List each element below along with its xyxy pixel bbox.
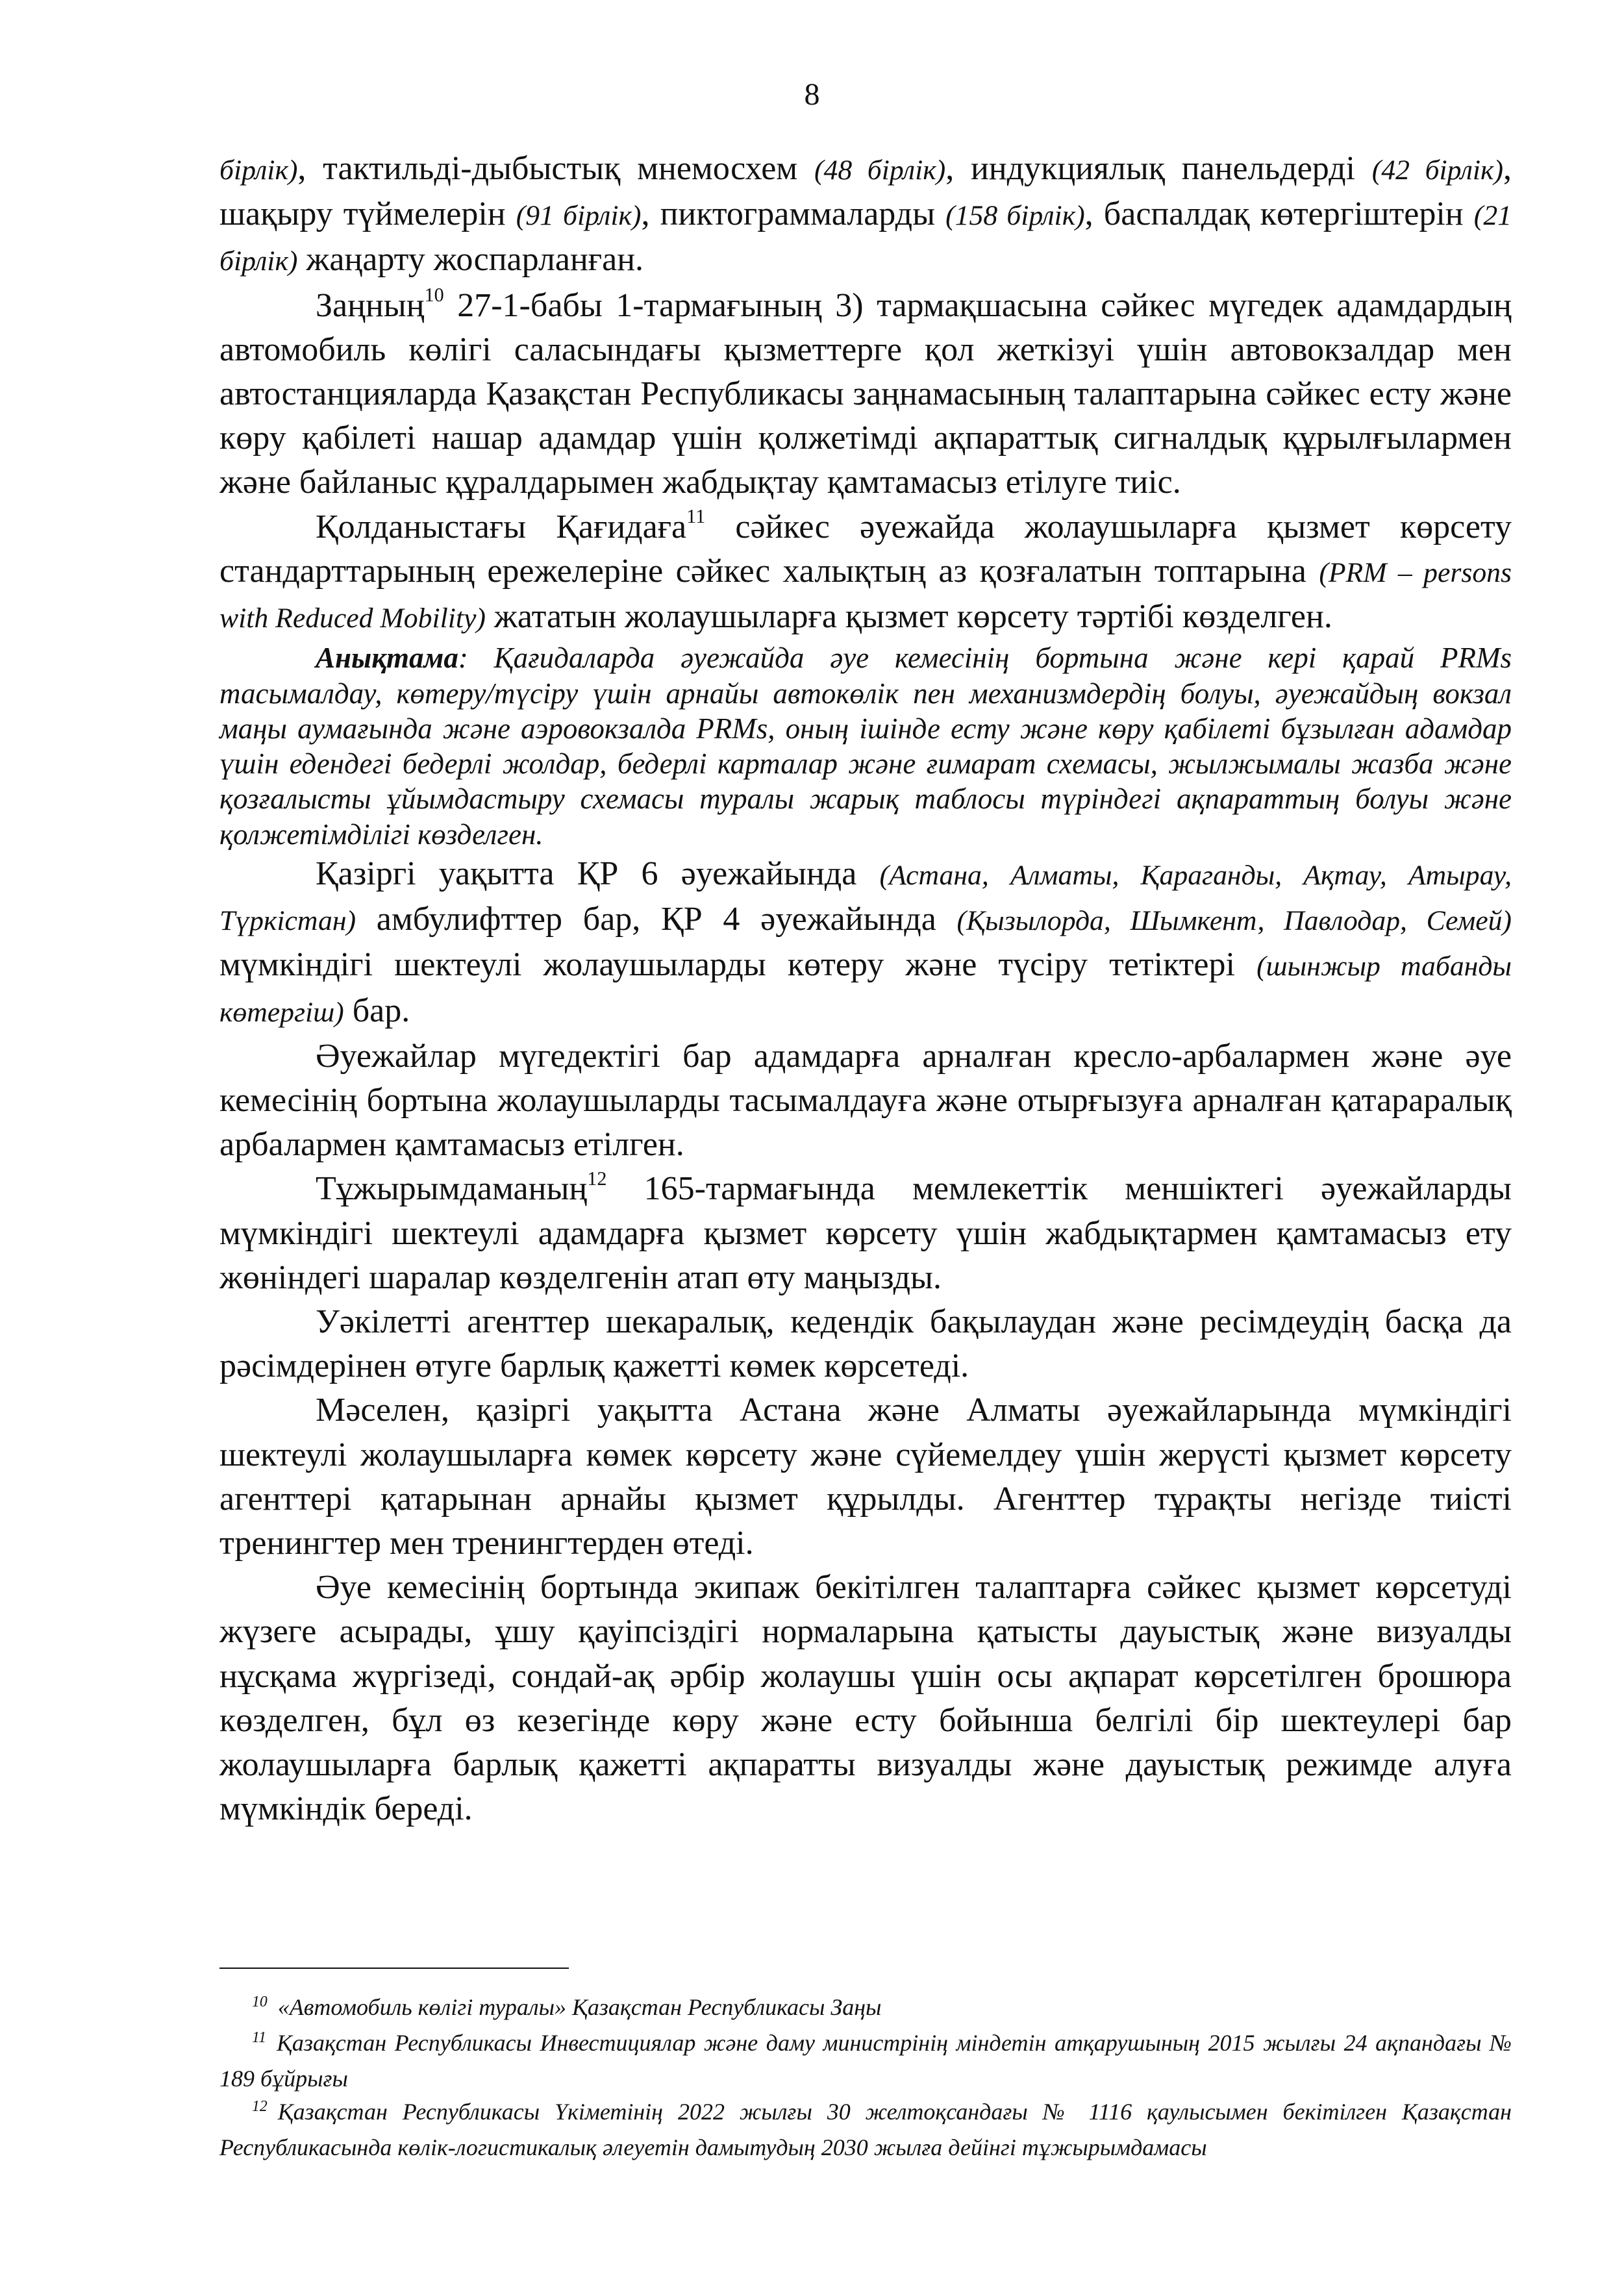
footnote — [219, 1991, 1512, 2027]
text-fragment: Заңның — [316, 286, 425, 324]
reference-note — [219, 640, 1512, 852]
paragraph-1 — [219, 147, 1512, 284]
footnote-number: 11 — [252, 2029, 266, 2047]
footnote — [219, 2095, 1512, 2164]
text-fragment: , баспалдақ көтергіштерін — [1084, 195, 1474, 233]
paragraph-8: Мәселен, қазіргі уақытта Астана және Алматы әуежайларында мүмкіндігі шектеулі жолаушыларға көмек көрсету және сүйемелдеу үшін жерүсті қызмет көрсету агенттері қатарынан арнайы қызмет құрылды. Агенттер тұрақты негізде тиісті тренингтер мен тренингтерден өтеді. — [219, 1392, 1512, 1562]
footnote-text: Қазақстан Республикасы Инвестициялар және даму министрінің міндетін атқарушының 2015 жылғы 24 ақпандағы № 189 бұйрығы — [219, 2030, 1512, 2092]
text-fragment: мүмкіндігі шектеулі жолаушыларды көтеру және түсіру тетіктері — [219, 946, 1257, 984]
italic-fragment: (шынжыр табанды көтергіш) — [219, 951, 1512, 1028]
paragraph-2 — [219, 284, 1512, 505]
italic-fragment: (42 бірлік) — [1371, 155, 1503, 186]
paragraph-3 — [219, 505, 1512, 641]
italic-fragment: (Астана, Алматы, Қараганды, Ақтау, Атырау, Түркістан) — [219, 860, 1512, 937]
text-fragment: бар. — [344, 992, 410, 1029]
note-label: Анықтама — [316, 642, 458, 675]
footnote-reference: 12 — [587, 1167, 607, 1190]
italic-fragment: (48 бірлік) — [814, 155, 946, 186]
footnote-number: 10 — [252, 1993, 268, 2010]
footnotes — [219, 1991, 1512, 2164]
italic-fragment: бірлік) — [219, 155, 298, 186]
italic-fragment: (21 бірлік) — [219, 200, 1512, 277]
body-text — [219, 147, 1512, 1831]
text-fragment: , пиктограммаларды — [641, 195, 946, 233]
text-fragment: 165-тармағында мемлекеттік меншіктегі әуежайларды мүмкіндігі шектеулі адамдарға қызмет көрсету үшін жабдықтармен қамтамасыз ету жөніндегі шаралар көзделгенін атап өту маңызды. — [219, 1170, 1512, 1296]
text-fragment: сәйкес әуежайда жолаушыларға қызмет көрсету стандарттарының ережелеріне сәйкес халықтың аз қозғалатын топтарына — [219, 508, 1512, 590]
text-fragment: Тұжырымдаманың — [316, 1170, 588, 1208]
footnote-text: «Автомобиль көлігі туралы» Қазақстан Республикасы Заңы — [277, 1994, 882, 2020]
footnote — [219, 2027, 1512, 2095]
italic-fragment: (PRM – persons with Reduced Mobility) — [219, 556, 1512, 634]
footnote-number: 12 — [252, 2097, 268, 2115]
paragraph-5: Әуежайлар мүгедектігі бар адамдарға арналған кресло-арбалармен және әуе кемесінің бортына жолаушыларды тасымалдауға және отырғызуға арналған қатарaралық арбалармен қамтамасыз етілген. — [219, 1037, 1512, 1164]
italic-fragment: (158 бірлік) — [945, 200, 1085, 232]
paragraph-6 — [219, 1167, 1512, 1300]
note-text: : Қағидаларда әуежайда әуе кемесінің бортына және кері қарай PRMs тасымалдау, көтеру/түсіру үшін арнайы автокөлік пен механизмдердің болуы, әуежайдың вокзал маңы аумағында және аэровокзалда PRMs, оның ішінде есту және көру қабілеті бұзылған адамдар үшін едендегі бедерлі жолдар, бедерлі карталар және ғимарат схемасы, жылжымалы жазба және қозғалысты ұйымдастыру схемасы туралы жарық таблосы түріндегі ақпараттың болуы және қолжетімділігі көзделген. — [219, 642, 1512, 851]
footnote-reference: 10 — [424, 284, 444, 306]
text-fragment: амбулифттер бар, ҚР 4 әуежайында — [356, 901, 957, 938]
text-fragment: , тактильді-дыбыстық мнемосхем — [297, 150, 814, 187]
footnote-text: Қазақстан Республикасы Үкіметінің 2022 жылғы 30 желтоқсандағы № 1116 қаулысымен бекітілген Қазақстан Республикасында көлік-логистикалық әлеуетін дамытудың 2030 жылға дейінгі тұжырымдамасы — [219, 2098, 1512, 2160]
footnote-divider — [219, 1968, 569, 1969]
text-fragment: Қолданыстағы Қағидаға — [316, 508, 687, 545]
text-fragment: жататын жолаушыларға қызмет көрсету тәртібі көзделген. — [485, 598, 1332, 636]
page-number: 8 — [804, 77, 820, 112]
paragraph-7: Уәкілетті агенттер шекаралық, кедендік бақылаудан және ресімдеудің басқа да рәсімдерінен өтуге барлық қажетті көмек көрсетеді. — [219, 1303, 1512, 1385]
italic-fragment: (Қызылорда, Шымкент, Павлодар, Семей) — [956, 905, 1512, 937]
text-fragment: Қазіргі уақытта ҚР 6 әуежайында — [316, 855, 880, 893]
text-fragment: жаңарту жоспарланған. — [297, 241, 644, 279]
footnote-reference: 11 — [686, 505, 706, 528]
text-fragment: , шақыру түймелерін — [219, 150, 1512, 233]
text-fragment: 27-1-бабы 1-тармағының 3) тармақшасына сәйкес мүгедек адамдардың автомобиль көлігі саласындағы қызметтерге қол жеткізуі үшін автовокзалдар мен автостанцияларда Қазақстан Республикасы заңнамасының талаптарына сәйкес есту және көру қабілеті нашар адамдар үшін қолжетімді ақпараттық сигналдық құрылғылармен және байланыс құралдарымен жабдықтау қамтамасыз етілуге тиіс. — [219, 286, 1512, 501]
text-fragment: , индукциялық панельдерді — [945, 150, 1372, 187]
paragraph-9: Әуе кемесінің бортында экипаж бекітілген талаптарға сәйкес қызмет көрсетуді жүзеге асырады, ұшу қауіпсіздігі нормаларына қатысты дауыстық және визуалды нұсқама жүргізеді, сондай-ақ әрбір жолаушы үшін осы ақпарат көрсетілген брошюра көзделген, бұл өз кезегінде көру және есту бойынша белгілі бір шектеулері бар жолаушыларға барлық қажетті ақпаратты визуалды және дауыстық режимде алуға мүмкіндік береді. — [219, 1569, 1512, 1828]
paragraph-4 — [219, 852, 1512, 1034]
italic-fragment: (91 бірлік) — [516, 200, 642, 232]
